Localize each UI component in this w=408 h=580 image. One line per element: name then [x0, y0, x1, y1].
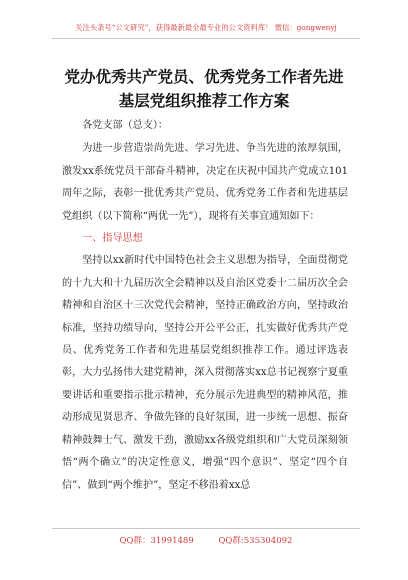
salutation: 各党支部（总支）：: [82, 120, 168, 131]
document-title: [46, 65, 362, 113]
title-line-1: 党办优秀共产党员、优秀党务工作者先进: [64, 68, 344, 86]
title-line-2: 基层党组织推荐工作方案: [118, 92, 290, 110]
footer-qq-2: QQ群:535304092: [218, 536, 293, 546]
footer-divider: [52, 528, 360, 529]
header-banner: 关注头条号“公文研究”，获得最新最全最专业的公文资料库！ 微信：gongwenyj: [75, 23, 337, 32]
header-divider: [52, 38, 360, 39]
section-paragraph: 坚持以xx新时代中国特色社会主义思想为指导，全面贯彻党的十九大和十九届历次全会精神以及自治区党委十二届历次全会精神和自治区十三次党代会精神，坚持正确政治方向，坚持政治标准，坚持功绩导向，坚持公开公平公正，扎实做好优秀共产党员、优秀党务工作者和先进基层党组织推荐工作。通过评选表彰，大力弘扬伟大建党精神，深入贯彻落实xx总书记视察宁夏重要讲话和重要指示批示精神，充分展示先进典型的精神风范，推动形成见贤思齐、争做先锋的良好氛围，进一步统一思想、振奋精神鼓舞士气、激发干劲，激励xx各级党组织和广大党员深刻领悟“两个确立”的决定性意义，增强“四个意识”、坚定“四个自信”、做到“两个维护”，坚定不移沿着xx总: [62, 255, 348, 491]
document-body: [62, 115, 348, 497]
section-heading: 一、指导思想: [82, 233, 143, 245]
footer-qq-1: QQ群：31991489: [119, 536, 194, 546]
intro-paragraph: 为进一步营造崇尚先进、学习先进、争当先进的浓厚氛围，激发xx系统党员干部奋斗精神，决定在庆祝中国共产党成立101周年之际，表彰一批优秀共产党员、优秀党务工作者和先进基层党组织（以下简称“两优一先”），现将有关事宜通知如下：: [62, 143, 348, 222]
footer: [52, 534, 360, 546]
